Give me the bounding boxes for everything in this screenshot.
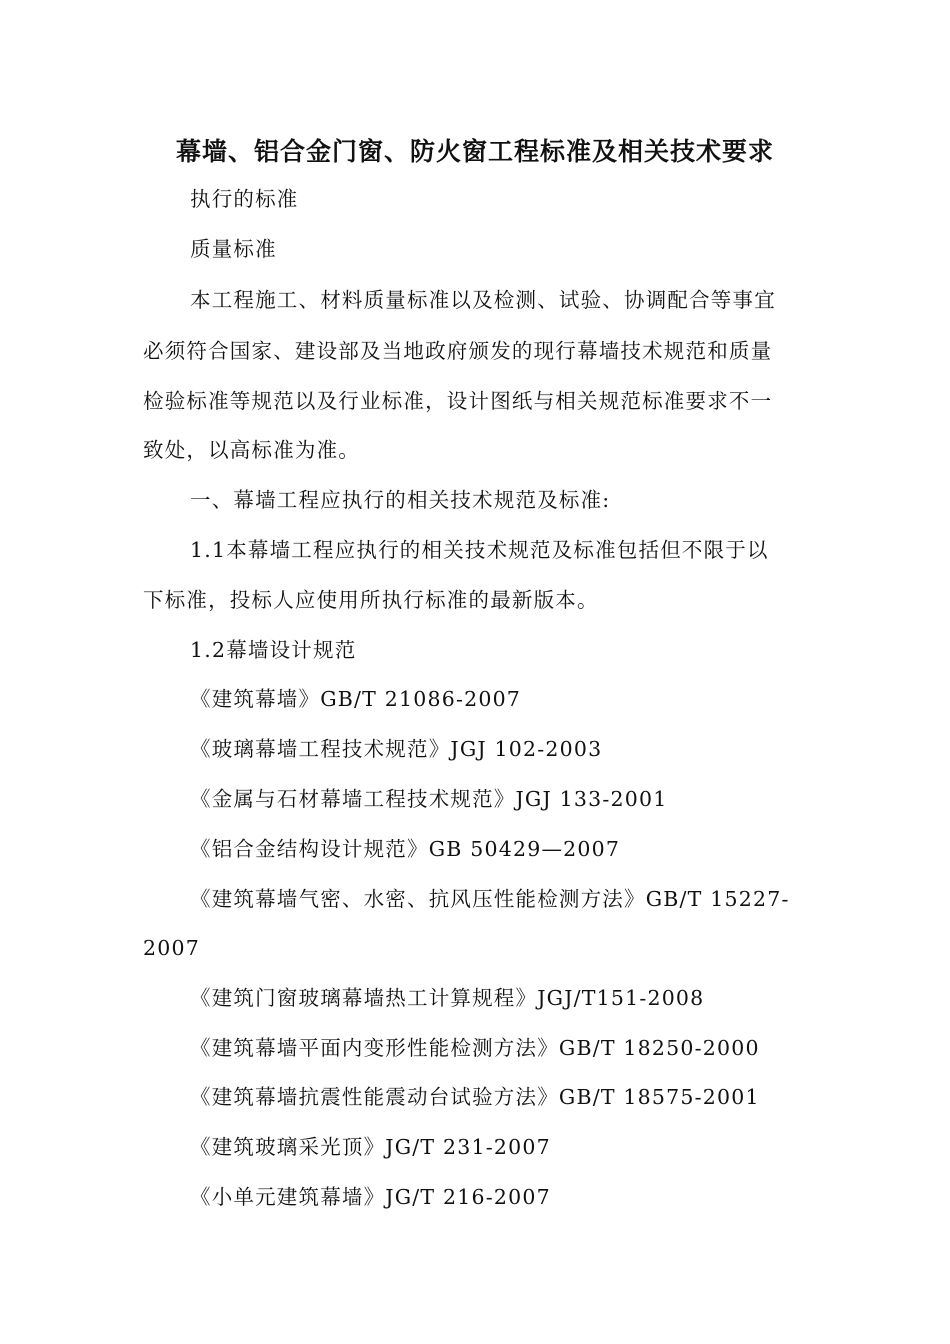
- standard-item: 《建筑幕墙抗震性能震动台试验方法》GB/T 18575-2001: [190, 1085, 760, 1109]
- heading-standards: 执行的标准: [190, 187, 299, 211]
- heading-quality-standards: 质量标准: [190, 237, 277, 261]
- paragraph-line: 检验标准等规范以及行业标准，设计图纸与相关规范标准要求不一: [143, 389, 773, 413]
- subsection-heading: 1.2幕墙设计规范: [190, 638, 357, 662]
- paragraph-line: 致处，以高标准为准。: [143, 438, 360, 462]
- standard-item: 《铝合金结构设计规范》GB 50429—2007: [190, 837, 621, 861]
- standard-item: 《金属与石材幕墙工程技术规范》JGJ 133-2001: [190, 787, 668, 811]
- standard-item: 《玻璃幕墙工程技术规范》JGJ 102-2003: [190, 737, 603, 761]
- paragraph-line: 必须符合国家、建设部及当地政府颁发的现行幕墙技术规范和质量: [143, 339, 773, 363]
- standard-item: 《建筑幕墙平面内变形性能检测方法》GB/T 18250-2000: [190, 1036, 760, 1060]
- standard-item: 《建筑门窗玻璃幕墙热工计算规程》JGJ/T151-2008: [190, 986, 705, 1010]
- paragraph-line: 1.1本幕墙工程应执行的相关技术规范及标准包括但不限于以: [190, 538, 769, 562]
- paragraph-line: 本工程施工、材料质量标准以及检测、试验、协调配合等事宜: [190, 288, 776, 312]
- document-title: 幕墙、铝合金门窗、防火窗工程标准及相关技术要求: [175, 137, 774, 166]
- standard-item: 《建筑幕墙气密、水密、抗风压性能检测方法》GB/T 15227-: [190, 887, 790, 911]
- standard-item: 《建筑幕墙》GB/T 21086-2007: [190, 687, 522, 711]
- paragraph-line: 下标准，投标人应使用所执行标准的最新版本。: [143, 588, 599, 612]
- standard-item: 《小单元建筑幕墙》JG/T 216-2007: [190, 1185, 551, 1209]
- standard-item: 《建筑玻璃采光顶》JG/T 231-2007: [190, 1135, 551, 1159]
- section-heading: 一、幕墙工程应执行的相关技术规范及标准:: [190, 488, 611, 512]
- standard-item-continuation: 2007: [143, 936, 200, 960]
